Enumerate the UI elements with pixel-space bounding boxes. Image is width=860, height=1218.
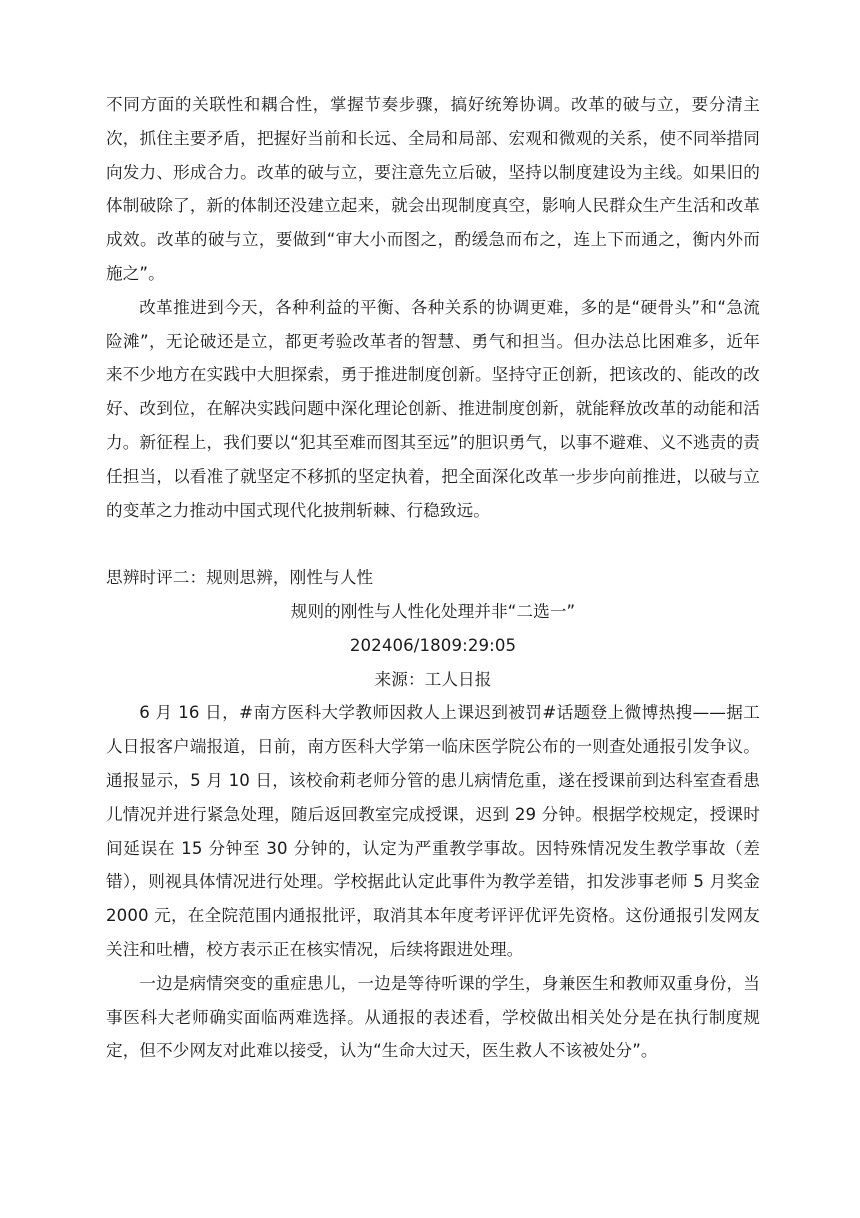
section-label: 思辨时评二：规则思辨，刚性与人性: [106, 568, 374, 588]
article-title: 规则的刚性与人性化处理并非“二选一”: [290, 601, 576, 621]
paragraph-dilemma: 一边是病情突变的重症患儿，一边是等待听课的学生，身兼医生和教师双重身份，当事医科大老师确实面临两难选择。从通报的表述看，学校做出相关处分是在执行制度规定，但不少网友对此难以接受，认为“生命大过天，医生救人不该被处分”。: [106, 973, 760, 1061]
article-datetime: 202406/1809:29:05: [349, 635, 517, 655]
paragraph-reform-progress: 改革推进到今天，各种利益的平衡、各种关系的协调更难，多的是“硬骨头”和“急流险滩”，无论破还是立，都更考验改革者的智慧、勇气和担当。但办法总比困难多，近年来不少地方在实践中大胆探索，勇于推进制度创新。坚持守正创新，把该改的、能改的改好、改到位，在解决实践问题中深化理论创新、推进制度创新，就能释放改革的动能和活力。新征程上，我们要以“犯其至难而图其至远”的胆识勇气，以事不避难、义不逃责的责任担当，以看准了就坚定不移抓的坚定执着，把全面深化改革一步步向前推进，以破与立的变革之力推动中国式现代化披荆斩棘、行稳致远。: [106, 297, 760, 520]
paragraph-continued: 不同方面的关联性和耦合性，掌握节奏步骤，搞好统筹协调。改革的破与立，要分清主次，抓住主要矛盾，把握好当前和长远、全局和局部、宏观和微观的关系，使不同举措同向发力、形成合力。改革的破与立，要注意先立后破，坚持以制度建设为主线。如果旧的体制破除了，新的体制还没建立起来，就会出现制度真空，影响人民群众生产生活和改革成效。改革的破与立，要做到“审大小而图之，酌缓急而布之，连上下而通之，衡内外而施之”。: [106, 95, 760, 283]
paragraph-news-report: 6 月 16 日，#南方医科大学教师因救人上课迟到被罚#话题登上微博热搜——据工人日报客户端报道，日前，南方医科大学第一临床医学院公布的一则查处通报引发争议。通报显示，5 月 10 日，该校俞莉老师分管的患儿病情危重，遂在授课前到达科室查看患儿情况并进行紧急处理，随后返回教室完成授课，迟到 29 分钟。根据学校规定，授课时间延误在 15 分钟至 30 分钟的，认定为严重教学事故。因特殊情况发生教学事故（差错），则视具体情况进行处理。学校据此认定此事件为教学差错，扣发涉事老师 5 月奖金 2000 元，在全院范围内通报批评，取消其本年度考评评优评先资格。这份通报引发网友关注和吐槽，校方表示正在核实情况，后续将跟进处理。: [106, 703, 760, 959]
article-source: 来源：工人日报: [374, 669, 492, 689]
section-spacer: [106, 527, 760, 561]
document-body: [106, 88, 760, 1068]
